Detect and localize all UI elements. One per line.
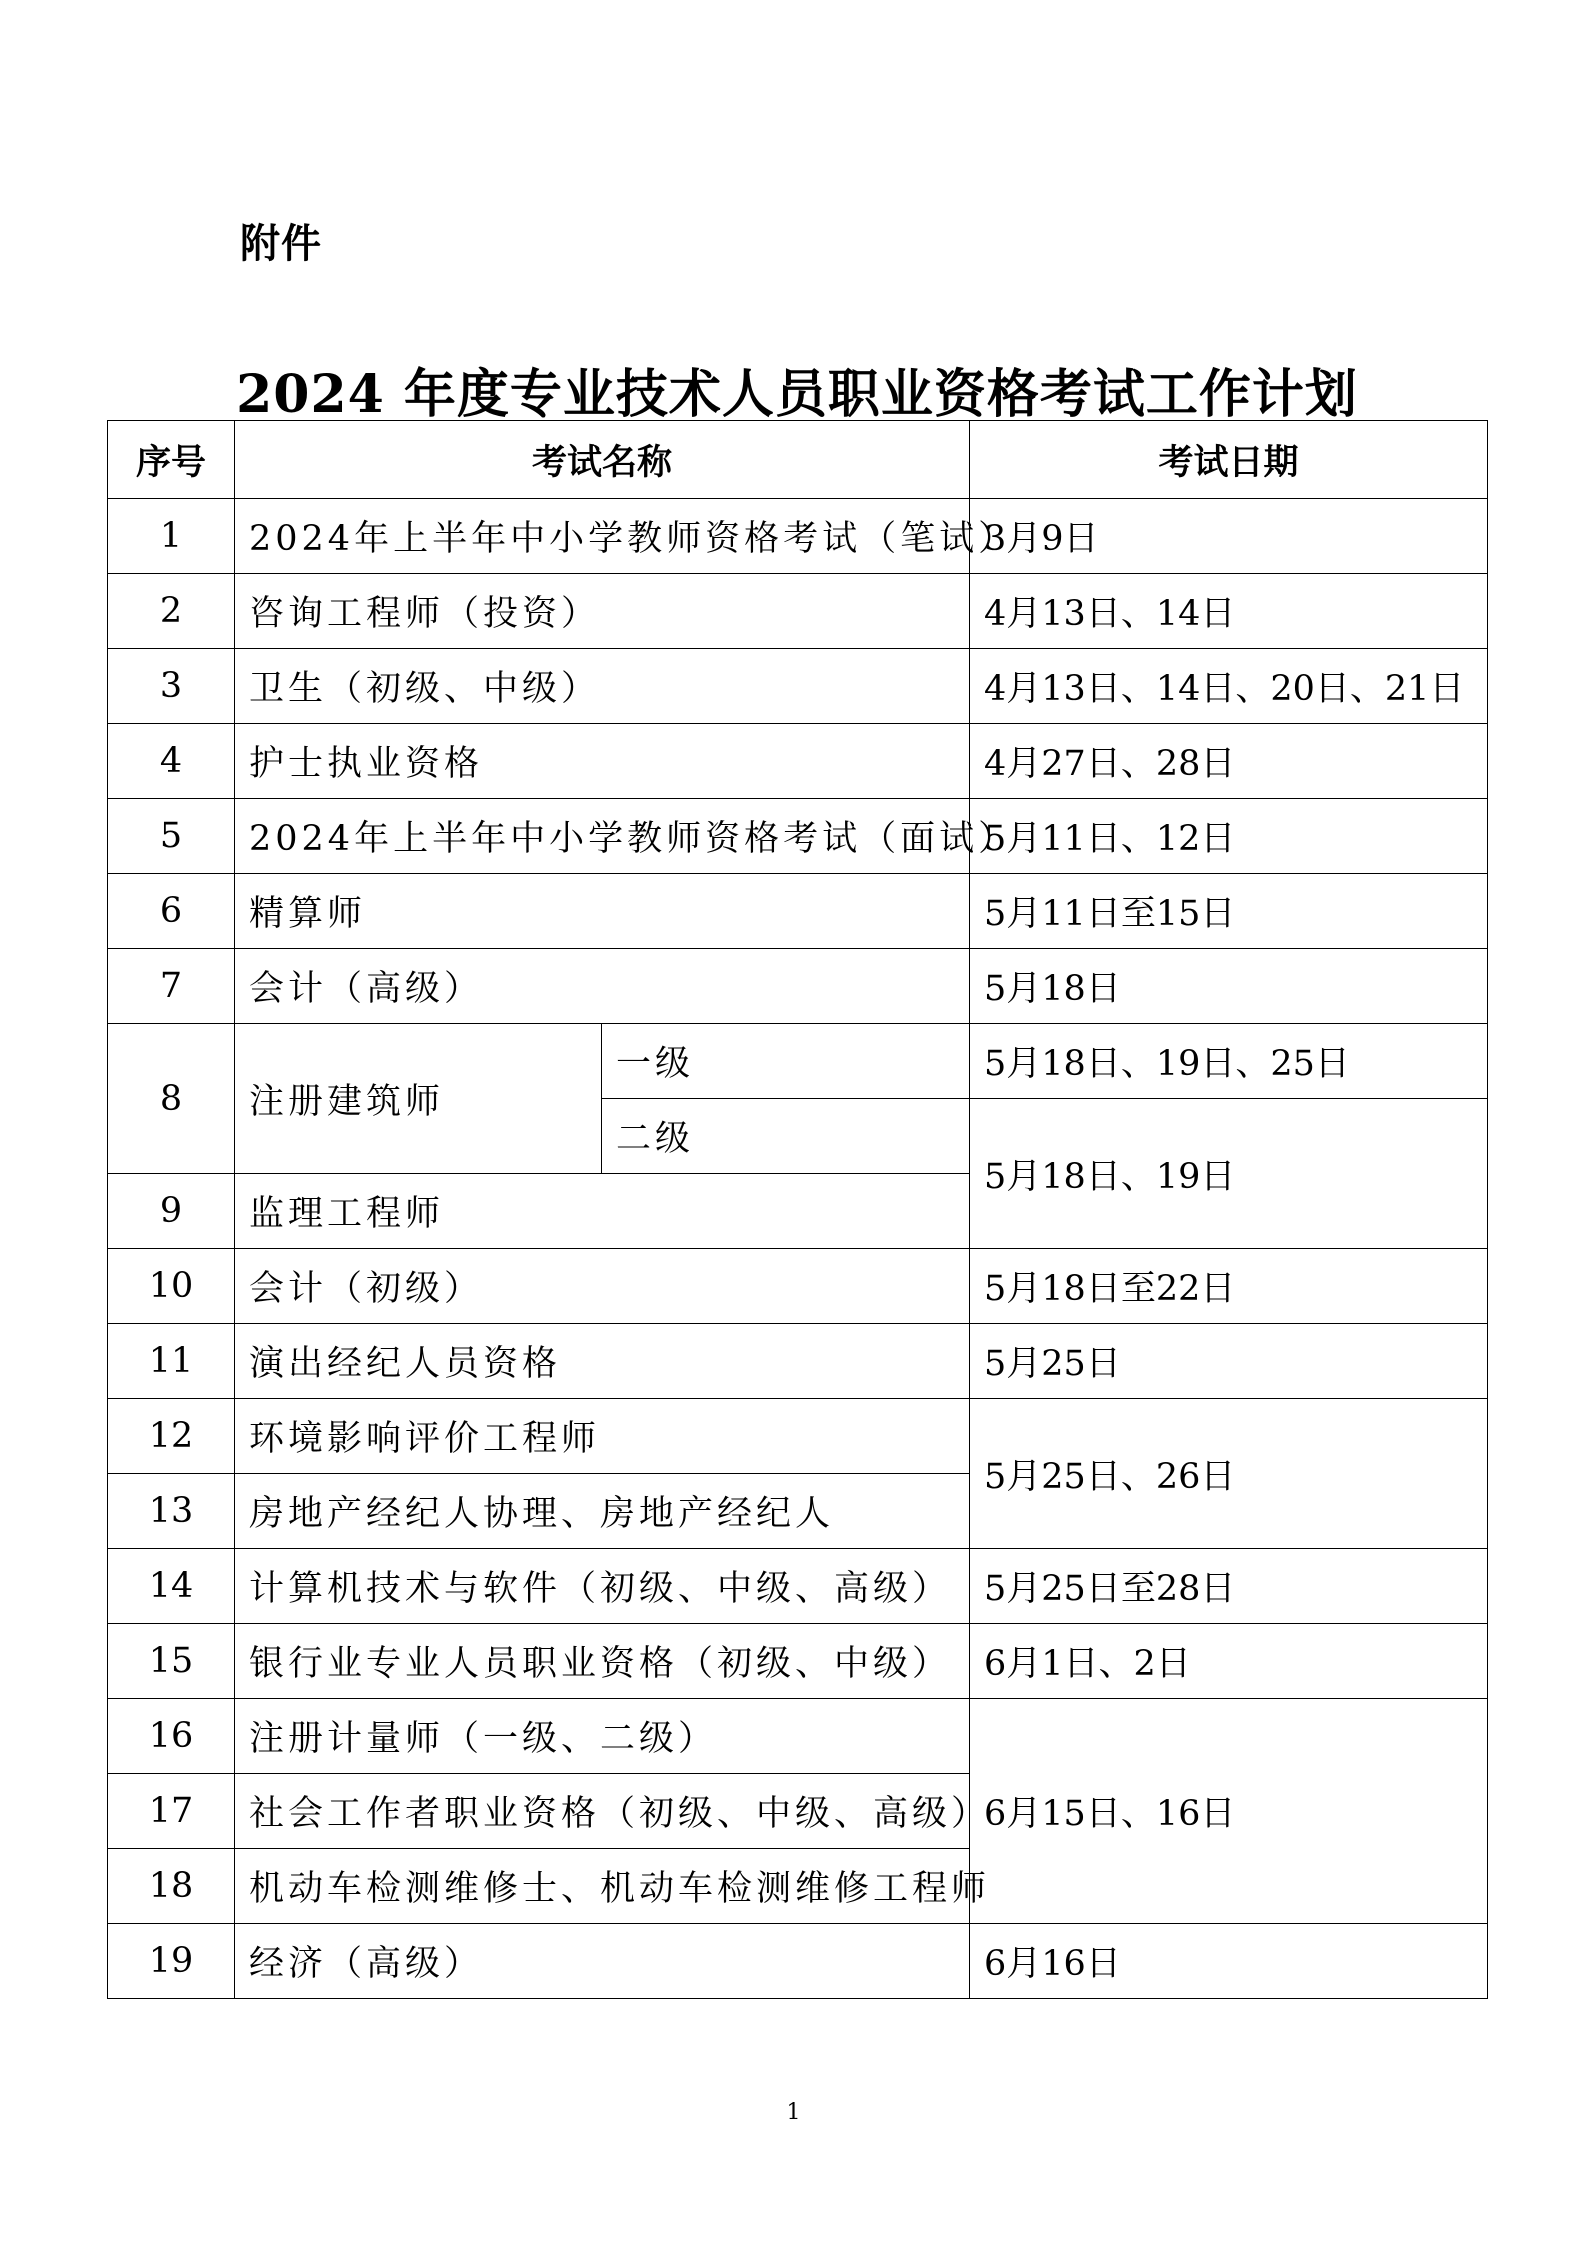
table-header-row <box>108 421 1488 499</box>
row-no: 14 <box>108 1549 235 1624</box>
row-exam-name: 注册计量师（一级、二级） <box>235 1699 970 1774</box>
row-exam-date: 5月25日至28日 <box>970 1549 1488 1624</box>
row-exam-name: 咨询工程师（投资） <box>235 574 970 649</box>
row-exam-name: 计算机技术与软件（初级、中级、高级） <box>235 1549 970 1624</box>
row-no: 10 <box>108 1249 235 1324</box>
row-exam-name: 机动车检测维修士、机动车检测维修工程师 <box>235 1849 970 1924</box>
row-no: 6 <box>108 874 235 949</box>
row-exam-name: 2024年上半年中小学教师资格考试（面试） <box>235 799 970 874</box>
row-exam-name: 房地产经纪人协理、房地产经纪人 <box>235 1474 970 1549</box>
row-exam-date: 4月27日、28日 <box>970 724 1488 799</box>
row-no: 4 <box>108 724 235 799</box>
table-row <box>108 1024 1488 1099</box>
exam-schedule-table <box>107 420 1488 1999</box>
row-no: 17 <box>108 1774 235 1849</box>
row-no: 7 <box>108 949 235 1024</box>
row-exam-date: 4月13日、14日、20日、21日 <box>970 649 1488 724</box>
header-no: 序号 <box>108 421 235 499</box>
header-name: 考试名称 <box>235 421 970 499</box>
row-exam-date: 3月9日 <box>970 499 1488 574</box>
row-exam-name: 演出经纪人员资格 <box>235 1324 970 1399</box>
row-no: 13 <box>108 1474 235 1549</box>
table-row <box>108 1924 1488 1999</box>
table-row <box>108 949 1488 1024</box>
row-exam-date: 6月1日、2日 <box>970 1624 1488 1699</box>
table-row <box>108 1624 1488 1699</box>
row-no: 3 <box>108 649 235 724</box>
table-row <box>108 1399 1488 1474</box>
row-no: 9 <box>108 1174 235 1249</box>
table-row <box>108 799 1488 874</box>
row-exam-name: 护士执业资格 <box>235 724 970 799</box>
row-exam-date: 5月18日 <box>970 949 1488 1024</box>
row-no: 15 <box>108 1624 235 1699</box>
row-exam-date: 5月18日至22日 <box>970 1249 1488 1324</box>
row-exam-date: 5月18日、19日、25日 <box>970 1024 1488 1099</box>
table-row <box>108 649 1488 724</box>
row-exam-name: 注册建筑师 <box>235 1024 602 1174</box>
row-exam-sublevel: 二级 <box>602 1099 970 1174</box>
row-exam-date: 5月18日、19日 <box>970 1099 1488 1249</box>
row-no: 16 <box>108 1699 235 1774</box>
row-exam-name: 社会工作者职业资格（初级、中级、高级） <box>235 1774 970 1849</box>
row-exam-name: 监理工程师 <box>235 1174 970 1249</box>
row-exam-date: 5月11日、12日 <box>970 799 1488 874</box>
row-exam-sublevel: 一级 <box>602 1024 970 1099</box>
page-number: 1 <box>786 2100 801 2125</box>
row-no: 8 <box>108 1024 235 1174</box>
table-row <box>108 574 1488 649</box>
header-date: 考试日期 <box>970 421 1488 499</box>
row-exam-name: 会计（初级） <box>235 1249 970 1324</box>
row-exam-name: 银行业专业人员职业资格（初级、中级） <box>235 1624 970 1699</box>
row-exam-date: 4月13日、14日 <box>970 574 1488 649</box>
row-no: 19 <box>108 1924 235 1999</box>
table-row <box>108 1699 1488 1774</box>
attachment-label: 附件 <box>240 221 322 267</box>
row-exam-date: 5月25日、26日 <box>970 1399 1488 1549</box>
row-exam-name: 环境影响评价工程师 <box>235 1399 970 1474</box>
document-title: 2024 年度专业技术人员职业资格考试工作计划 <box>236 364 1358 425</box>
row-no: 18 <box>108 1849 235 1924</box>
row-exam-name: 2024年上半年中小学教师资格考试（笔试） <box>235 499 970 574</box>
table-row <box>108 499 1488 574</box>
row-exam-date: 5月25日 <box>970 1324 1488 1399</box>
table-row <box>108 1249 1488 1324</box>
row-exam-name: 精算师 <box>235 874 970 949</box>
row-exam-date: 5月11日至15日 <box>970 874 1488 949</box>
table-row <box>108 724 1488 799</box>
row-exam-name: 会计（高级） <box>235 949 970 1024</box>
row-exam-date: 6月16日 <box>970 1924 1488 1999</box>
row-exam-name: 经济（高级） <box>235 1924 970 1999</box>
table-row <box>108 874 1488 949</box>
row-no: 5 <box>108 799 235 874</box>
row-exam-name: 卫生（初级、中级） <box>235 649 970 724</box>
table-row <box>108 1549 1488 1624</box>
row-no: 12 <box>108 1399 235 1474</box>
row-no: 11 <box>108 1324 235 1399</box>
row-no: 1 <box>108 499 235 574</box>
table-row <box>108 1324 1488 1399</box>
row-no: 2 <box>108 574 235 649</box>
row-exam-date: 6月15日、16日 <box>970 1699 1488 1924</box>
